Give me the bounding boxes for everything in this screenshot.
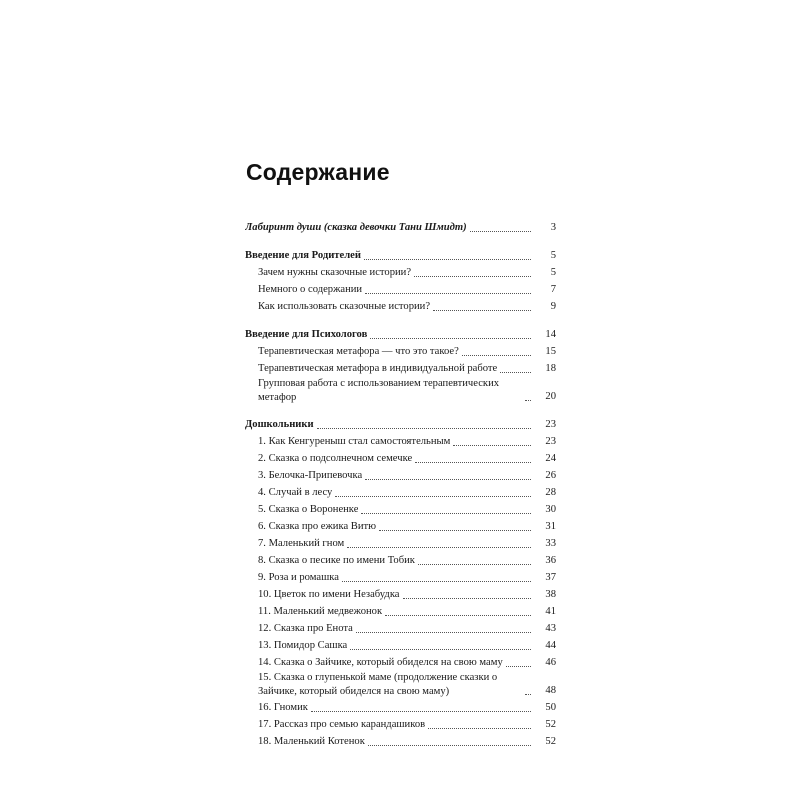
toc-page-number: 37 xyxy=(545,572,556,583)
dot-leader xyxy=(462,355,531,356)
toc-page-number: 48 xyxy=(545,685,556,696)
toc-subentry[interactable] xyxy=(245,733,556,750)
toc-section xyxy=(245,326,556,405)
toc-entry-title: Как использовать сказочные истории? xyxy=(258,301,431,312)
toc-section xyxy=(245,416,556,750)
toc-page-number: 18 xyxy=(545,363,556,374)
toc-page-number: 43 xyxy=(545,623,556,634)
dot-leader xyxy=(356,632,531,633)
toc-subentry[interactable] xyxy=(245,377,556,405)
dot-leader xyxy=(361,513,531,514)
toc-subentry[interactable] xyxy=(245,535,556,552)
toc-page-number: 44 xyxy=(545,640,556,651)
dot-leader xyxy=(506,666,531,667)
toc-entry-title: 17. Рассказ про семью карандашиков xyxy=(258,719,426,730)
toc-page-number: 36 xyxy=(545,555,556,566)
toc-subentry[interactable] xyxy=(245,603,556,620)
dot-leader xyxy=(414,276,531,277)
toc-section xyxy=(245,247,556,315)
toc-subentry[interactable] xyxy=(245,716,556,733)
toc-page-number: 38 xyxy=(545,589,556,600)
toc-entry-title: Введение для Родителей xyxy=(245,250,361,261)
toc-subentry[interactable] xyxy=(245,467,556,484)
toc-subentry[interactable] xyxy=(245,671,556,699)
toc-subentry[interactable] xyxy=(245,501,556,518)
toc-page-number: 26 xyxy=(545,470,556,481)
toc-entry-title: Введение для Психологов xyxy=(245,329,368,340)
toc-entry-title: 9. Роза и ромашка xyxy=(258,572,339,583)
dot-leader xyxy=(342,581,531,582)
toc-entry-title: Групповая работа с использованием терапевтических метафор xyxy=(258,378,500,403)
dot-leader xyxy=(453,445,531,446)
toc-subentry[interactable] xyxy=(245,298,556,315)
toc-subentry[interactable] xyxy=(245,484,556,501)
toc-subentry[interactable] xyxy=(245,360,556,377)
toc-entry-title: 18. Маленький Котенок xyxy=(258,736,365,747)
toc-page-number: 3 xyxy=(550,222,556,233)
toc-chapter-entry[interactable] xyxy=(245,326,556,343)
toc-page-number: 5 xyxy=(550,250,556,261)
toc-subentry[interactable] xyxy=(245,433,556,450)
toc-entry-title: Лабиринт души (сказка девочки Тани Шмидт) xyxy=(245,222,467,233)
toc-subentry[interactable] xyxy=(245,637,556,654)
toc-subentry[interactable] xyxy=(245,586,556,603)
dot-leader xyxy=(470,231,531,232)
toc-entry-title: 7. Маленький гном xyxy=(258,538,345,549)
toc-page-number: 15 xyxy=(545,346,556,357)
dot-leader xyxy=(525,694,531,695)
toc-page-number: 23 xyxy=(545,436,556,447)
table-of-contents xyxy=(245,219,556,761)
toc-entry-title: 8. Сказка о песике по имени Тобик xyxy=(258,555,415,566)
toc-entry-title: 14. Сказка о Зайчике, который обиделся на свою маму xyxy=(258,657,503,668)
toc-subentry[interactable] xyxy=(245,281,556,298)
toc-subentry[interactable] xyxy=(245,264,556,281)
toc-page-number: 33 xyxy=(545,538,556,549)
toc-subentry[interactable] xyxy=(245,654,556,671)
toc-subentry[interactable] xyxy=(245,569,556,586)
page-title: Содержание xyxy=(246,159,390,185)
dot-leader xyxy=(525,400,531,401)
dot-leader xyxy=(418,564,531,565)
toc-entry-title: 3. Белочка-Припевочка xyxy=(258,470,363,481)
toc-chapter-entry[interactable] xyxy=(245,247,556,264)
toc-page-number: 23 xyxy=(545,419,556,430)
dot-leader xyxy=(403,598,531,599)
toc-page-number: 52 xyxy=(545,719,556,730)
toc-entry-title: Терапевтическая метафора в индивидуальной работе xyxy=(258,363,498,374)
dot-leader xyxy=(311,711,531,712)
toc-page-number: 52 xyxy=(545,736,556,747)
dot-leader xyxy=(433,310,531,311)
toc-entry-title: 6. Сказка про ежика Витю xyxy=(258,521,377,532)
toc-subentry[interactable] xyxy=(245,699,556,716)
toc-entry-title: 12. Сказка про Енота xyxy=(258,623,353,634)
toc-page-number: 50 xyxy=(545,702,556,713)
dot-leader xyxy=(350,649,531,650)
toc-page-number: 30 xyxy=(545,504,556,515)
toc-entry-title: 4. Случай в лесу xyxy=(258,487,333,498)
toc-entry-title: 1. Как Кенгуреныш стал самостоятельным xyxy=(258,436,451,447)
toc-subentry[interactable] xyxy=(245,450,556,467)
toc-subentry[interactable] xyxy=(245,620,556,637)
toc-page-number: 9 xyxy=(550,301,556,312)
dot-leader xyxy=(317,428,531,429)
toc-entry-title: 15. Сказка о глупенькой маме (продолжение сказки о Зайчике, который обиделся на свою маму) xyxy=(258,672,498,697)
toc-entry-title: Дошкольники xyxy=(245,419,314,430)
toc-subentry[interactable] xyxy=(245,552,556,569)
dot-leader xyxy=(500,372,531,373)
dot-leader xyxy=(379,530,531,531)
dot-leader xyxy=(370,338,531,339)
dot-leader xyxy=(368,745,531,746)
toc-entry-title: 11. Маленький медвежонок xyxy=(258,606,383,617)
toc-entry-title: Зачем нужны сказочные истории? xyxy=(258,267,412,278)
toc-chapter-entry[interactable] xyxy=(245,219,556,236)
toc-entry-title: 5. Сказка о Вороненке xyxy=(258,504,359,515)
toc-page-number: 28 xyxy=(545,487,556,498)
toc-page-number: 5 xyxy=(550,267,556,278)
dot-leader xyxy=(428,728,531,729)
toc-page-number: 14 xyxy=(545,329,556,340)
dot-leader xyxy=(364,259,531,260)
toc-page-number: 31 xyxy=(545,521,556,532)
toc-page-number: 20 xyxy=(545,391,556,402)
toc-subentry[interactable] xyxy=(245,343,556,360)
dot-leader xyxy=(347,547,531,548)
toc-entry-title: 10. Цветок по имени Незабудка xyxy=(258,589,400,600)
toc-page-number: 24 xyxy=(545,453,556,464)
dot-leader xyxy=(385,615,531,616)
toc-page-number: 46 xyxy=(545,657,556,668)
toc-entry-title: Терапевтическая метафора — что это такое? xyxy=(258,346,459,357)
dot-leader xyxy=(365,293,531,294)
toc-page-number: 7 xyxy=(550,284,556,295)
dot-leader xyxy=(365,479,531,480)
toc-entry-title: 16. Гномик xyxy=(258,702,308,713)
toc-entry-title: 2. Сказка о подсолнечном семечке xyxy=(258,453,413,464)
toc-chapter-entry[interactable] xyxy=(245,416,556,433)
toc-entry-title: Немного о содержании xyxy=(258,284,363,295)
toc-page-number: 41 xyxy=(545,606,556,617)
toc-section xyxy=(245,219,556,236)
dot-leader xyxy=(415,462,531,463)
toc-subentry[interactable] xyxy=(245,518,556,535)
dot-leader xyxy=(335,496,531,497)
toc-entry-title: 13. Помидор Сашка xyxy=(258,640,348,651)
